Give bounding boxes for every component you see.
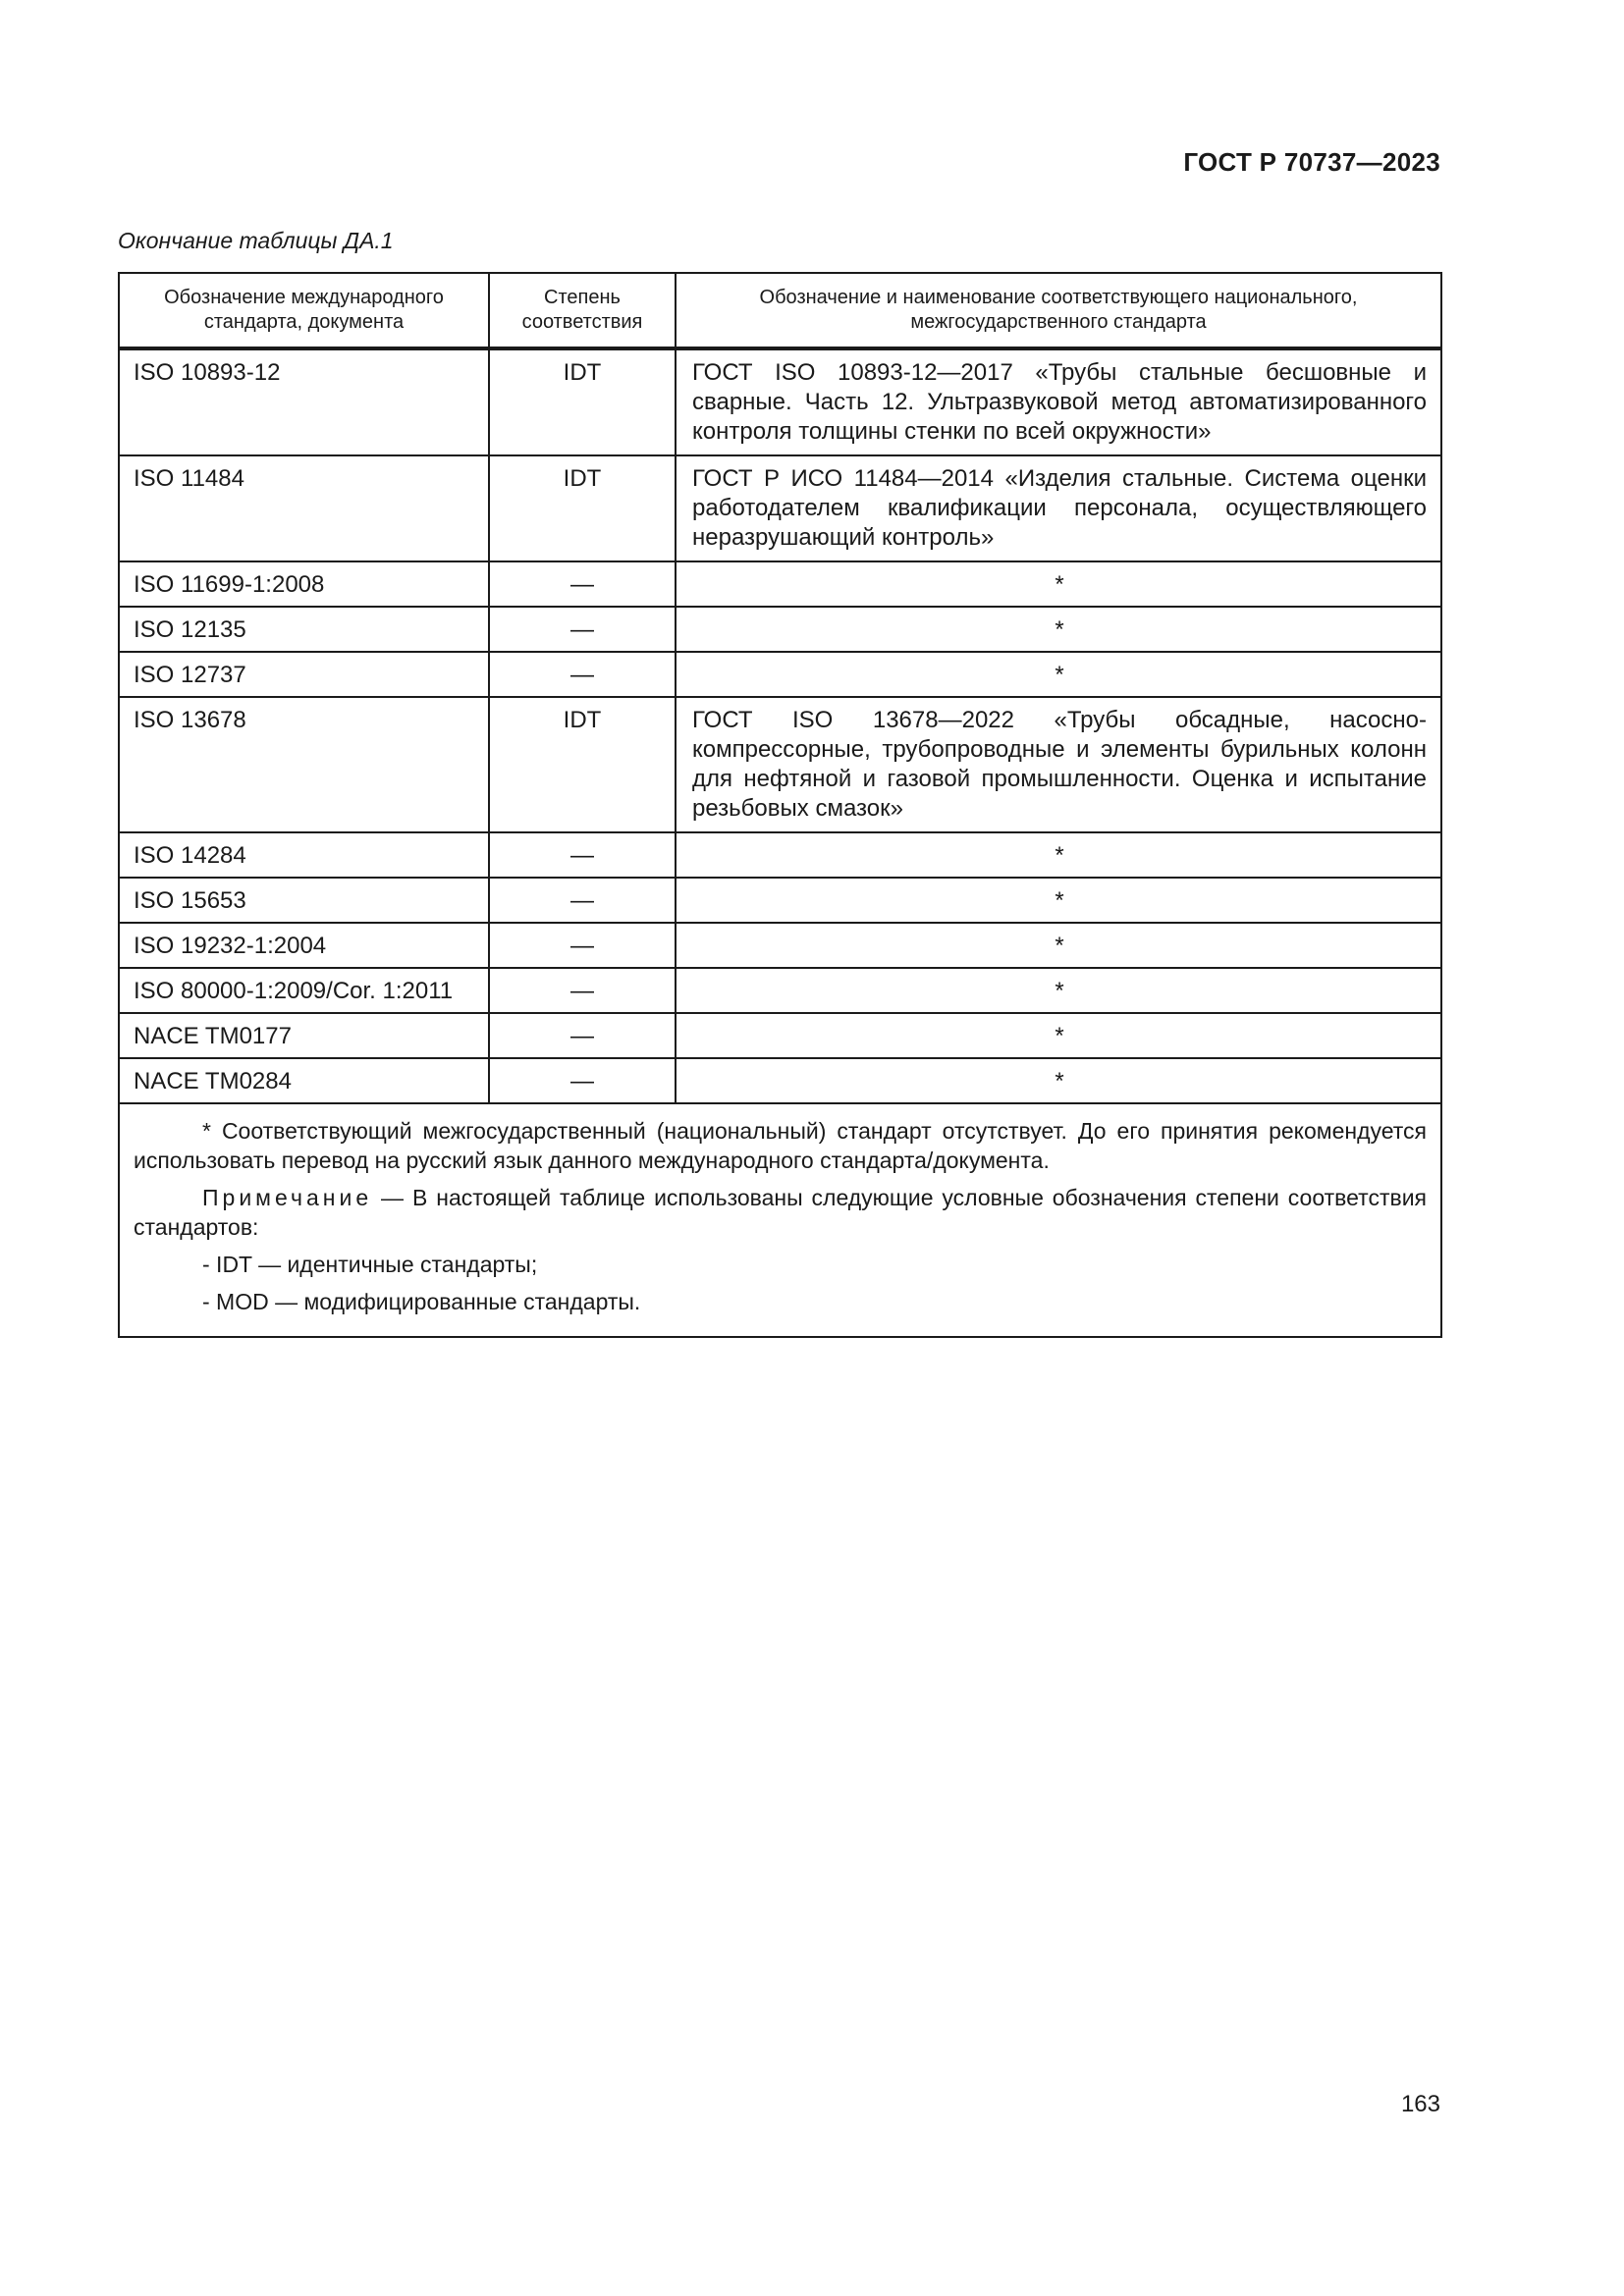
note-label: Примечание <box>202 1185 373 1210</box>
cell-degree: IDT <box>489 697 676 832</box>
table-header-row <box>119 273 1441 348</box>
table-row <box>119 348 1441 455</box>
cell-national: ГОСТ ISO 13678—2022 «Трубы обсадные, насосно-компрессорные, трубопроводные и элементы бурильных колонн для нефтяной и газовой промышленности. Оценка и испытание резьбовых смазок» <box>676 697 1441 832</box>
cell-national: * <box>676 1058 1441 1103</box>
correspondence-table <box>118 272 1442 1338</box>
cell-designation: ISO 12135 <box>119 607 489 652</box>
cell-designation: ISO 80000-1:2009/Cor. 1:2011 <box>119 968 489 1013</box>
cell-designation: ISO 10893-12 <box>119 348 489 455</box>
cell-national: * <box>676 923 1441 968</box>
document-code: ГОСТ Р 70737—2023 <box>1183 147 1440 177</box>
column-header-degree: Степень соответствия <box>489 273 676 348</box>
column-header-designation: Обозначение международного стандарта, документа <box>119 273 489 348</box>
cell-degree: — <box>489 923 676 968</box>
table-row <box>119 1058 1441 1103</box>
page-number: 163 <box>1400 2091 1440 2117</box>
cell-degree: — <box>489 652 676 697</box>
cell-designation: ISO 15653 <box>119 878 489 923</box>
cell-designation: NACE TM0177 <box>119 1013 489 1058</box>
table-notes <box>119 1103 1441 1337</box>
table-notes-row <box>119 1103 1441 1337</box>
cell-national: * <box>676 968 1441 1013</box>
table-row <box>119 652 1441 697</box>
table-row <box>119 968 1441 1013</box>
table-row <box>119 455 1441 561</box>
note-paragraph <box>134 1183 1427 1242</box>
note-text: — В настоящей таблице использованы следующие условные обозначения степени соответствия стандартов: <box>134 1185 1427 1240</box>
cell-designation: ISO 19232-1:2004 <box>119 923 489 968</box>
cell-degree: — <box>489 832 676 878</box>
cell-national: ГОСТ ISO 10893-12—2017 «Трубы стальные бесшовные и сварные. Часть 12. Ультразвуковой метод автоматизированного контроля толщины стенки по всей окружности» <box>676 348 1441 455</box>
cell-national: * <box>676 561 1441 607</box>
cell-degree: — <box>489 561 676 607</box>
cell-designation: NACE TM0284 <box>119 1058 489 1103</box>
cell-designation: ISO 11699-1:2008 <box>119 561 489 607</box>
cell-designation: ISO 11484 <box>119 455 489 561</box>
footnote: * Соответствующий межгосударственный (национальный) стандарт отсутствует. До его принятия рекомендуется использовать перевод на русский язык данного международного стандарта/документа. <box>134 1118 1427 1173</box>
table-row <box>119 1013 1441 1058</box>
column-header-national: Обозначение и наименование соответствующего национального, межгосударственного стандарта <box>676 273 1441 348</box>
cell-national: * <box>676 832 1441 878</box>
cell-degree: — <box>489 607 676 652</box>
cell-designation: ISO 13678 <box>119 697 489 832</box>
table-caption: Окончание таблицы ДА.1 <box>118 228 394 253</box>
cell-degree: IDT <box>489 348 676 455</box>
cell-designation: ISO 12737 <box>119 652 489 697</box>
cell-degree: IDT <box>489 455 676 561</box>
note-item: - IDT — идентичные стандарты; <box>202 1252 538 1277</box>
cell-national: * <box>676 607 1441 652</box>
table-row <box>119 832 1441 878</box>
cell-national: * <box>676 878 1441 923</box>
table-row <box>119 878 1441 923</box>
table-row <box>119 697 1441 832</box>
cell-degree: — <box>489 968 676 1013</box>
cell-degree: — <box>489 1058 676 1103</box>
table-row <box>119 923 1441 968</box>
note-item: - MOD — модифицированные стандарты. <box>202 1289 641 1314</box>
table-row <box>119 607 1441 652</box>
table-row <box>119 561 1441 607</box>
cell-designation: ISO 14284 <box>119 832 489 878</box>
cell-national: ГОСТ Р ИСО 11484—2014 «Изделия стальные. Система оценки работодателем квалификации персонала, осуществляющего неразрушающий контроль» <box>676 455 1441 561</box>
cell-degree: — <box>489 1013 676 1058</box>
cell-degree: — <box>489 878 676 923</box>
cell-national: * <box>676 652 1441 697</box>
cell-national: * <box>676 1013 1441 1058</box>
